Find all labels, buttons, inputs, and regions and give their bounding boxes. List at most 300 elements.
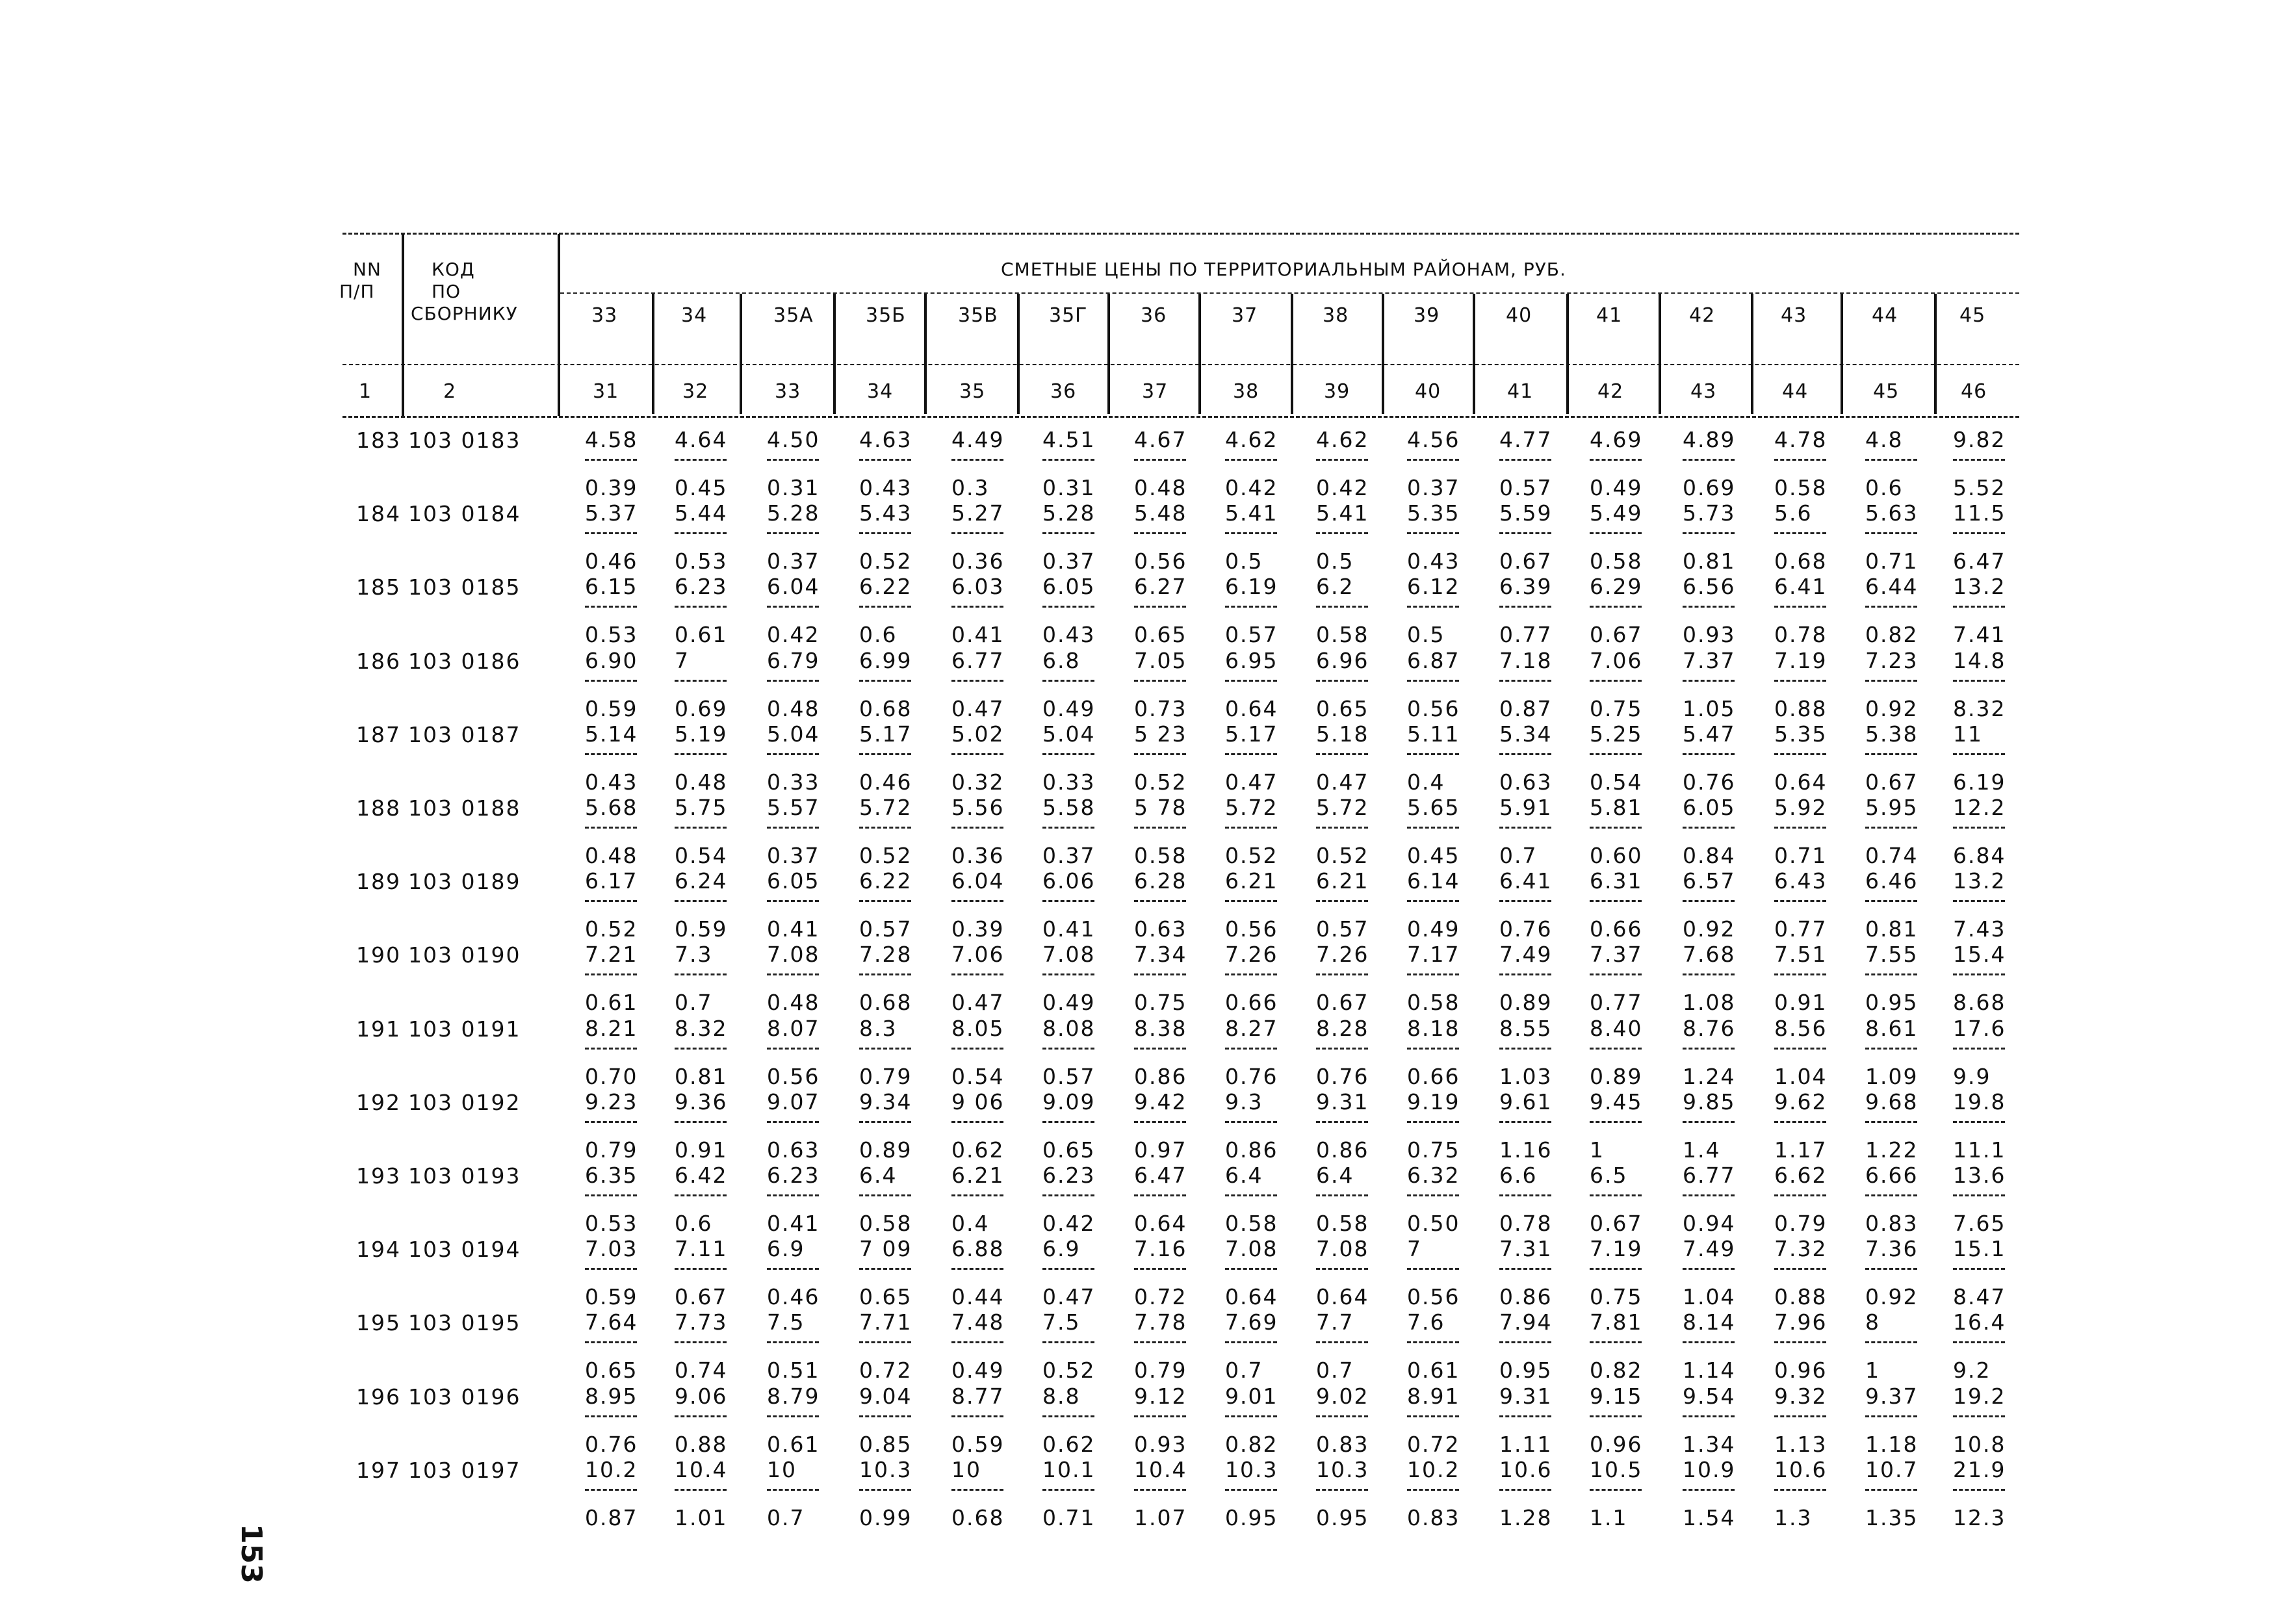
subvalue-cell: 0.83 xyxy=(1407,1504,1460,1530)
price-cell: 10.2 xyxy=(585,1456,638,1482)
subvalue-cell: 0.88 xyxy=(675,1431,728,1457)
subvalue-cell: 0.62 xyxy=(1042,1431,1096,1457)
price-cell: 6.04 xyxy=(951,868,1005,894)
subvalue-cell: 0.69 xyxy=(675,695,728,721)
subvalue-cell: 0.69 xyxy=(1683,475,1736,500)
price-cell: 5.68 xyxy=(585,795,638,820)
price-cell: 8.95 xyxy=(585,1383,638,1409)
subvalue-cell: 0.41 xyxy=(767,916,820,942)
price-cell: 8.27 xyxy=(1225,1015,1278,1041)
subvalue-cell: 1.09 xyxy=(1865,1063,1919,1089)
fraction-dash xyxy=(1499,680,1551,682)
subvalue-cell: 0.42 xyxy=(1316,475,1369,500)
subvalue-cell: 0.63 xyxy=(1499,769,1553,795)
subvalue-cell: 0.52 xyxy=(1225,843,1278,868)
price-cell: 6.22 xyxy=(859,574,912,600)
fraction-dash xyxy=(767,1415,819,1417)
fraction-dash xyxy=(767,532,819,534)
fraction-dash xyxy=(1407,1341,1459,1343)
fraction-dash xyxy=(1774,606,1826,608)
subvalue-cell: 0.68 xyxy=(859,695,912,721)
row-code: 103 0195 xyxy=(408,1310,521,1336)
subvalue-cell: 0.93 xyxy=(1134,1431,1187,1457)
subvalue-cell: 0.81 xyxy=(1865,916,1919,942)
fraction-dash xyxy=(1042,1415,1094,1417)
price-cell: 6.29 xyxy=(1590,574,1643,600)
subvalue-cell: 0.58 xyxy=(1316,622,1369,648)
price-cell: 5 78 xyxy=(1134,795,1187,820)
column-number: 42 xyxy=(1597,380,1624,403)
subvalue-cell: 0.36 xyxy=(951,548,1005,574)
subvalue-cell: 0.88 xyxy=(1774,695,1828,721)
subvalue-cell: 9.2 xyxy=(1953,1358,1991,1384)
fraction-dash xyxy=(585,973,637,975)
subvalue-cell: 0.60 xyxy=(1590,843,1643,868)
header-pp: П/П xyxy=(339,281,375,302)
subvalue-cell: 0.48 xyxy=(1134,475,1187,500)
fraction-dash xyxy=(1953,1415,2005,1417)
fraction-dash xyxy=(1134,680,1186,682)
price-cell: 5.43 xyxy=(859,500,912,526)
fraction-dash xyxy=(1683,606,1735,608)
subvalue-cell: 1.35 xyxy=(1865,1504,1919,1530)
subvalue-cell: 1.24 xyxy=(1683,1063,1736,1089)
price-cell: 9.01 xyxy=(1225,1383,1278,1409)
price-cell: 6.41 xyxy=(1499,868,1553,894)
price-cell: 5.58 xyxy=(1042,795,1096,820)
fraction-dash xyxy=(675,459,727,461)
price-cell: 9.02 xyxy=(1316,1383,1369,1409)
row-number: 185 xyxy=(356,574,401,600)
subvalue-cell: 0.45 xyxy=(1407,843,1460,868)
price-cell: 7 09 xyxy=(859,1236,912,1262)
fraction-dash xyxy=(1407,1268,1459,1270)
price-cell: 5.73 xyxy=(1683,500,1736,526)
row-code: 103 0192 xyxy=(408,1089,521,1115)
price-cell: 7.96 xyxy=(1774,1309,1828,1335)
subvalue-cell: 0.57 xyxy=(1316,916,1369,942)
column-number: 2 xyxy=(443,380,457,403)
subvalue-cell: 0.67 xyxy=(675,1284,728,1310)
fraction-dash xyxy=(1683,1415,1735,1417)
subvalue-cell: 0.59 xyxy=(585,1284,638,1310)
subvalue-cell: 0.54 xyxy=(1590,769,1643,795)
fraction-dash xyxy=(1407,606,1459,608)
price-cell: 6.05 xyxy=(767,868,820,894)
price-cell: 5.92 xyxy=(1774,795,1828,820)
header-nn: NN xyxy=(353,259,381,280)
row-code: 103 0194 xyxy=(408,1237,521,1263)
price-cell: 8.14 xyxy=(1683,1309,1736,1335)
fraction-dash xyxy=(951,606,1003,608)
fraction-dash xyxy=(1590,1268,1642,1270)
price-cell: 7.18 xyxy=(1499,647,1553,673)
price-cell: 6.4 xyxy=(1316,1163,1354,1188)
fraction-dash xyxy=(1865,680,1917,682)
price-cell: 7.3 xyxy=(675,942,713,968)
price-cell: 9.37 xyxy=(1865,1383,1919,1409)
subvalue-cell: 0.75 xyxy=(1590,695,1643,721)
row-number: 187 xyxy=(356,721,401,747)
price-cell: 6.04 xyxy=(767,574,820,600)
subvalue-cell: 0.89 xyxy=(859,1137,912,1163)
subvalue-cell: 1.08 xyxy=(1683,990,1736,1016)
region-bar xyxy=(1473,294,1475,414)
fraction-dash xyxy=(1499,827,1551,829)
fraction-dash xyxy=(1225,1489,1277,1491)
fraction-dash xyxy=(585,753,637,755)
fraction-dash xyxy=(1683,1121,1735,1123)
price-cell: 9.62 xyxy=(1774,1089,1828,1115)
region-header: 41 xyxy=(1596,304,1623,327)
subvalue-cell: 8.47 xyxy=(1953,1284,2006,1310)
subvalue-cell: 0.68 xyxy=(859,990,912,1016)
fraction-dash xyxy=(1316,459,1368,461)
subvalue-cell: 0.96 xyxy=(1774,1358,1828,1384)
price-cell: 8.8 xyxy=(1042,1383,1081,1409)
subvalue-cell: 0.78 xyxy=(1774,622,1828,648)
price-cell: 5.17 xyxy=(1225,721,1278,747)
fraction-dash xyxy=(859,1341,911,1343)
price-cell: 4.89 xyxy=(1683,427,1736,452)
region-header: 45 xyxy=(1959,304,1986,327)
price-cell: 6.39 xyxy=(1499,574,1553,600)
subvalue-cell: 0.44 xyxy=(951,1284,1005,1310)
subvalue-cell: 0.64 xyxy=(1225,1284,1278,1310)
fraction-dash xyxy=(859,973,911,975)
fraction-dash xyxy=(1407,753,1459,755)
column-number: 32 xyxy=(682,380,709,403)
fraction-dash xyxy=(1953,1341,2005,1343)
subvalue-cell: 0.91 xyxy=(675,1137,728,1163)
fraction-dash xyxy=(951,753,1003,755)
price-cell: 9.61 xyxy=(1499,1089,1553,1115)
price-cell: 6.4 xyxy=(1225,1163,1263,1188)
subvalue-cell: 0.43 xyxy=(1407,548,1460,574)
subvalue-cell: 0.7 xyxy=(767,1504,805,1530)
fraction-dash xyxy=(1134,827,1186,829)
subvalue-cell: 0.79 xyxy=(859,1063,912,1089)
fraction-dash xyxy=(1953,753,2005,755)
price-cell: 6.23 xyxy=(1042,1163,1096,1188)
subvalue-cell: 0.5 xyxy=(1225,548,1263,574)
price-cell: 6.66 xyxy=(1865,1163,1919,1188)
fraction-dash xyxy=(1683,532,1735,534)
top-rule xyxy=(342,233,2019,235)
fraction-dash xyxy=(1316,973,1368,975)
header-po: ПО xyxy=(432,281,461,302)
subvalue-cell: 7.65 xyxy=(1953,1211,2006,1236)
fraction-dash xyxy=(1774,1415,1826,1417)
fraction-dash xyxy=(1953,1268,2005,1270)
row-code: 103 0189 xyxy=(408,869,521,895)
fraction-dash xyxy=(1316,1415,1368,1417)
fraction-dash xyxy=(1407,680,1459,682)
subvalue-cell: 0.89 xyxy=(1590,1063,1643,1089)
fraction-dash xyxy=(1683,973,1735,975)
row-number: 184 xyxy=(356,501,401,527)
subvalue-cell: 1.4 xyxy=(1683,1137,1721,1163)
price-cell: 9.06 xyxy=(675,1383,728,1409)
fraction-dash xyxy=(1407,1048,1459,1050)
subvalue-cell: 0.6 xyxy=(859,622,898,648)
subvalue-cell: 9.9 xyxy=(1953,1063,1991,1089)
price-cell: 5.02 xyxy=(951,721,1005,747)
subvalue-cell: 0.47 xyxy=(951,695,1005,721)
subvalue-cell: 0.49 xyxy=(951,1358,1005,1384)
price-cell: 6.47 xyxy=(1134,1163,1187,1188)
region-bar xyxy=(924,294,927,414)
subvalue-cell: 0.67 xyxy=(1499,548,1553,574)
price-cell: 5.47 xyxy=(1683,721,1736,747)
price-cell: 8.08 xyxy=(1042,1015,1096,1041)
price-cell: 9.82 xyxy=(1953,427,2006,452)
subvalue-cell: 0.65 xyxy=(585,1358,638,1384)
fraction-dash xyxy=(1225,753,1277,755)
row-number: 196 xyxy=(356,1384,401,1410)
row-number: 188 xyxy=(356,795,401,821)
subvalue-cell: 0.61 xyxy=(1407,1358,1460,1384)
price-cell: 6.24 xyxy=(675,868,728,894)
fraction-dash xyxy=(585,1194,637,1196)
subvalue-cell: 0.67 xyxy=(1865,769,1919,795)
fraction-dash xyxy=(585,680,637,682)
region-bar xyxy=(1751,294,1753,414)
fraction-dash xyxy=(1683,1194,1735,1196)
subvalue-cell: 1.16 xyxy=(1499,1137,1553,1163)
price-cell: 4.56 xyxy=(1407,427,1460,452)
price-cell: 6.35 xyxy=(585,1163,638,1188)
price-cell: 6.57 xyxy=(1683,868,1736,894)
price-cell: 4.69 xyxy=(1590,427,1643,452)
price-cell: 9.42 xyxy=(1134,1089,1187,1115)
fraction-dash xyxy=(1865,606,1917,608)
fraction-dash xyxy=(1316,680,1368,682)
fraction-dash xyxy=(1774,753,1826,755)
subvalue-cell: 0.39 xyxy=(585,475,638,500)
price-cell: 5.19 xyxy=(675,721,728,747)
region-header: 37 xyxy=(1232,304,1258,327)
price-cell: 10.2 xyxy=(1407,1456,1460,1482)
region-header: 43 xyxy=(1781,304,1807,327)
price-cell: 7.48 xyxy=(951,1309,1005,1335)
price-cell: 6.21 xyxy=(1316,868,1369,894)
fraction-dash xyxy=(1134,1415,1186,1417)
subvalue-cell: 11.1 xyxy=(1953,1137,2006,1163)
subvalue-cell: 0.52 xyxy=(1134,769,1187,795)
subvalue-cell: 0.58 xyxy=(859,1211,912,1236)
subvalue-cell: 0.41 xyxy=(1042,916,1096,942)
subvalue-cell: 0.54 xyxy=(675,843,728,868)
subvalue-cell: 0.99 xyxy=(859,1504,912,1530)
fraction-dash xyxy=(1042,1489,1094,1491)
fraction-dash xyxy=(1774,1489,1826,1491)
price-cell: 9.09 xyxy=(1042,1089,1096,1115)
subvalue-cell: 0.54 xyxy=(951,1063,1005,1089)
subvalue-cell: 0.64 xyxy=(1134,1211,1187,1236)
fraction-dash xyxy=(1042,1048,1094,1050)
price-cell: 6.44 xyxy=(1865,574,1919,600)
fraction-dash xyxy=(1865,753,1917,755)
price-cell: 7.49 xyxy=(1499,942,1553,968)
fraction-dash xyxy=(1683,753,1735,755)
price-cell: 5.44 xyxy=(675,500,728,526)
region-bar xyxy=(1841,294,1843,414)
fraction-dash xyxy=(1774,900,1826,902)
fraction-dash xyxy=(1953,827,2005,829)
fraction-dash xyxy=(585,1048,637,1050)
subvalue-cell: 0.61 xyxy=(767,1431,820,1457)
fraction-dash xyxy=(767,973,819,975)
price-cell: 6.05 xyxy=(1683,795,1736,820)
price-cell: 7.19 xyxy=(1774,647,1828,673)
subvalue-cell: 0.65 xyxy=(1134,622,1187,648)
subvalue-cell: 0.86 xyxy=(1225,1137,1278,1163)
subvalue-cell: 0.59 xyxy=(951,1431,1005,1457)
price-cell: 8.21 xyxy=(585,1015,638,1041)
column-number: 46 xyxy=(1961,380,1987,403)
fraction-dash xyxy=(1407,1489,1459,1491)
fraction-dash xyxy=(1316,1341,1368,1343)
fraction-dash xyxy=(1590,459,1642,461)
subvalue-cell: 0.59 xyxy=(585,695,638,721)
fraction-dash xyxy=(1590,680,1642,682)
subvalue-cell: 0.58 xyxy=(1774,475,1828,500)
subvalue-cell: 0.47 xyxy=(951,990,1005,1016)
price-cell: 7.23 xyxy=(1865,647,1919,673)
subvalue-cell: 12.3 xyxy=(1953,1504,2006,1530)
fraction-dash xyxy=(1225,900,1277,902)
fraction-dash xyxy=(1042,753,1094,755)
subvalue-cell: 0.48 xyxy=(585,843,638,868)
subvalue-cell: 0.61 xyxy=(675,622,728,648)
subvalue-cell: 6.19 xyxy=(1953,769,2006,795)
fraction-dash xyxy=(1042,827,1094,829)
region-bar xyxy=(1017,294,1020,414)
fraction-dash xyxy=(767,606,819,608)
fraction-dash xyxy=(675,1341,727,1343)
fraction-dash xyxy=(1953,680,2005,682)
subvalue-cell: 1.01 xyxy=(675,1504,728,1530)
subvalue-cell: 0.81 xyxy=(1683,548,1736,574)
fraction-dash xyxy=(675,827,727,829)
fraction-dash xyxy=(1774,532,1826,534)
price-cell: 7.6 xyxy=(1407,1309,1445,1335)
fraction-dash xyxy=(859,680,911,682)
subvalue-cell: 0.66 xyxy=(1407,1063,1460,1089)
subvalue-cell: 1.17 xyxy=(1774,1137,1828,1163)
price-cell: 7.81 xyxy=(1590,1309,1643,1335)
subvalue-cell: 0.79 xyxy=(1774,1211,1828,1236)
region-bar xyxy=(652,294,654,414)
region-header: 35А xyxy=(773,304,814,327)
fraction-dash xyxy=(951,1121,1003,1123)
column-number: 1 xyxy=(359,380,372,403)
price-cell: 5.34 xyxy=(1499,721,1553,747)
region-header: 33 xyxy=(591,304,618,327)
fraction-dash xyxy=(1225,532,1277,534)
row-code: 103 0190 xyxy=(408,942,521,968)
price-cell: 9.34 xyxy=(859,1089,912,1115)
price-cell: 19.2 xyxy=(1953,1383,2006,1409)
price-cell: 7.36 xyxy=(1865,1236,1919,1262)
fraction-dash xyxy=(1316,532,1368,534)
fraction-dash xyxy=(1774,459,1826,461)
subvalue-cell: 0.43 xyxy=(859,475,912,500)
subvalue-cell: 0.95 xyxy=(1499,1358,1553,1384)
subvalue-cell: 1.13 xyxy=(1774,1431,1828,1457)
subvalue-cell: 0.33 xyxy=(767,769,820,795)
subvalue-cell: 0.76 xyxy=(1683,769,1736,795)
fraction-dash xyxy=(1316,1048,1368,1050)
fraction-dash xyxy=(1865,1489,1917,1491)
subvalue-cell: 0.46 xyxy=(767,1284,820,1310)
subvalue-cell: 0.92 xyxy=(1865,695,1919,721)
column-number: 40 xyxy=(1415,380,1441,403)
price-cell: 5.49 xyxy=(1590,500,1643,526)
subvalue-cell: 0.74 xyxy=(675,1358,728,1384)
subvalue-cell: 0.7 xyxy=(675,990,713,1016)
subvalue-cell: 0.57 xyxy=(1225,622,1278,648)
fraction-dash xyxy=(1953,459,2005,461)
price-cell: 6.5 xyxy=(1590,1163,1628,1188)
price-cell: 7.73 xyxy=(675,1309,728,1335)
fraction-dash xyxy=(585,1415,637,1417)
fraction-dash xyxy=(859,532,911,534)
fraction-dash xyxy=(859,606,911,608)
fraction-dash xyxy=(1042,680,1094,682)
fraction-dash xyxy=(1134,973,1186,975)
column-number: 38 xyxy=(1233,380,1260,403)
price-cell: 5.25 xyxy=(1590,721,1643,747)
column-number: 34 xyxy=(867,380,894,403)
subvalue-cell: 1.22 xyxy=(1865,1137,1919,1163)
fraction-dash xyxy=(1683,1489,1735,1491)
price-cell: 5.41 xyxy=(1225,500,1278,526)
subvalue-cell: 0.86 xyxy=(1316,1137,1369,1163)
subvalue-cell: 0.58 xyxy=(1316,1211,1369,1236)
subvalue-cell: 0.5 xyxy=(1316,548,1354,574)
subvalue-cell: 0.72 xyxy=(859,1358,912,1384)
row-number: 183 xyxy=(356,428,401,453)
price-cell: 10.5 xyxy=(1590,1456,1643,1482)
price-cell: 5.65 xyxy=(1407,795,1460,820)
subvalue-cell: 0.97 xyxy=(1134,1137,1187,1163)
subvalue-cell: 0.63 xyxy=(767,1137,820,1163)
price-cell: 7.08 xyxy=(767,942,820,968)
fraction-dash xyxy=(675,753,727,755)
price-cell: 6.6 xyxy=(1499,1163,1538,1188)
fraction-dash xyxy=(1042,459,1094,461)
row-number: 197 xyxy=(356,1457,401,1483)
fraction-dash xyxy=(1774,973,1826,975)
fraction-dash xyxy=(1774,1341,1826,1343)
subvalue-cell: 0.33 xyxy=(1042,769,1096,795)
price-cell: 7.94 xyxy=(1499,1309,1553,1335)
subvalue-cell: 0.6 xyxy=(1865,475,1904,500)
subvalue-cell: 6.47 xyxy=(1953,548,2006,574)
price-cell: 5.72 xyxy=(1225,795,1278,820)
price-cell: 4.77 xyxy=(1499,427,1553,452)
row-number: 194 xyxy=(356,1237,401,1263)
subvalue-cell: 0.41 xyxy=(951,622,1005,648)
subvalue-cell: 0.95 xyxy=(1865,990,1919,1016)
fraction-dash xyxy=(1407,1194,1459,1196)
subvalue-cell: 1.18 xyxy=(1865,1431,1919,1457)
price-cell: 9.3 xyxy=(1225,1089,1263,1115)
fraction-dash xyxy=(1407,827,1459,829)
subvalue-cell: 10.8 xyxy=(1953,1431,2006,1457)
